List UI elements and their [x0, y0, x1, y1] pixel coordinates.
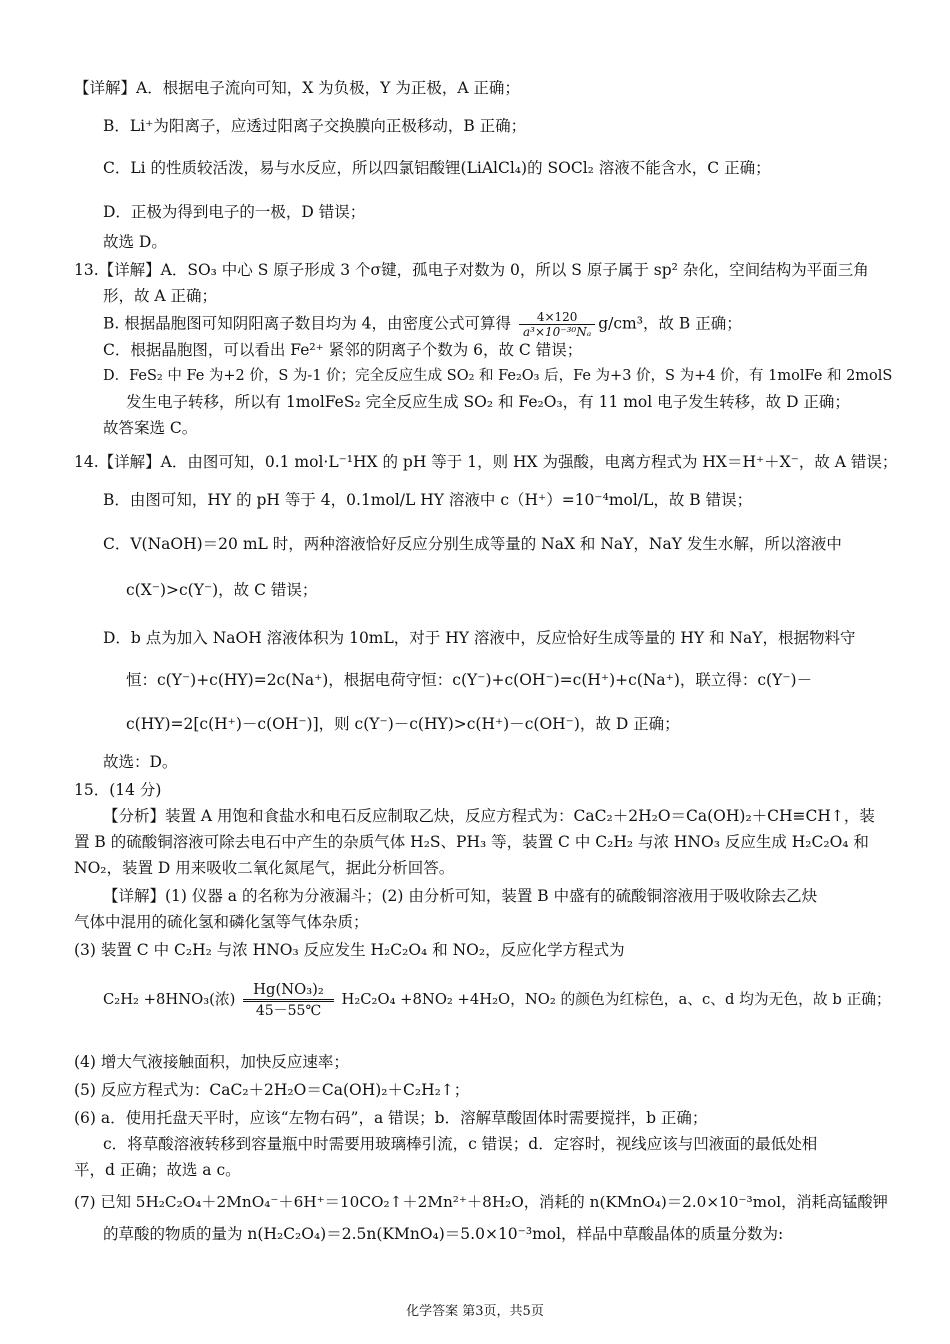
q13-option-b-tail: g/cm³，故 B 正确； — [598, 314, 742, 333]
equation-reactants: C₂H₂ +8HNO₃(浓) — [103, 991, 236, 1008]
q14-option-a: 14.【详解】A．由图可知，0.1 mol·L⁻¹HX 的 pH 等于 1，则 HX 为强酸，电离方程式为 HX＝H⁺＋X⁻，故 A 错误； — [74, 453, 898, 471]
condition-catalyst: Hg(NO₃)₂ — [243, 981, 334, 1002]
q15-part6-line1: (6) a．使用托盘天平时，应该“左物右码”，a 错误；b．溶解草酸固体时需要搅拌，b 正确； — [74, 1109, 708, 1127]
q14-option-b: B．由图可知，HY 的 pH 等于 4，0.1mol/L HY 溶液中 c（H⁺）=10⁻⁴mol/L，故 B 错误； — [103, 491, 753, 509]
q14-conclusion: 故选：D。 — [103, 753, 178, 771]
q12-option-c-formula: (LiAlCl₄) — [460, 159, 528, 177]
q14-option-c-line2: c(X⁻)>c(Y⁻)，故 C 错误； — [126, 581, 318, 599]
density-fraction — [519, 310, 595, 339]
condition-temperature: 45－55℃ — [255, 1002, 322, 1019]
q12-option-c — [103, 158, 771, 178]
q15-part5: (5) 反应方程式为：CaC₂＋2H₂O＝Ca(OH)₂＋C₂H₂↑； — [74, 1081, 470, 1099]
q15-part7-line1: (7) 已知 5H₂C₂O₄＋2MnO₄⁻＋6H⁺＝10CO₂↑＋2Mn²⁺＋8H₂O，消耗的 n(KMnO₄)＝2.0×10⁻³mol，消耗高锰酸钾 — [74, 1193, 888, 1211]
q12-option-c-tail: 的 SOCl₂ 溶液不能含水，C 正确； — [527, 159, 771, 177]
q13-option-b-text: B. 根据晶胞图可知阴阳离子数目均为 4，由密度公式可算得 — [103, 314, 512, 333]
q15-detail-line2: 气体中混用的硫化氢和磷化氢等气体杂质； — [74, 913, 369, 931]
q13-option-a-line2: 形，故 A 正确； — [103, 287, 218, 305]
q15-part7-line2: 的草酸的物质的量为 n(H₂C₂O₄)＝2.5n(KMnO₄)＝5.0×10⁻³mol，样品中草酸晶体的质量分数为: — [103, 1225, 784, 1243]
q13-conclusion: 故答案选 C。 — [103, 419, 198, 437]
reaction-condition — [243, 981, 334, 1020]
q15-detail-line1: 【详解】(1) 仪器 a 的名称为分液漏斗；(2) 由分析可知，装置 B 中盛有的硫酸铜溶液用于吸收除去乙炔 — [103, 887, 818, 905]
q15-part3: (3) 装置 C 中 C₂H₂ 与浓 HNO₃ 反应发生 H₂C₂O₄ 和 NO₂，反应化学方程式为 — [74, 941, 625, 959]
q15-heading: 15．(14 分) — [74, 781, 162, 799]
q13-option-a-line1: 13.【详解】A．SO₃ 中心 S 原子形成 3 个σ键，孤电子对数为 0，所以 S 原子属于 sp² 杂化，空间结构为平面三角 — [74, 261, 869, 279]
page-footer: 化学答案 第3页，共5页 — [406, 1304, 544, 1319]
q12-option-b: B．Li⁺为阳离子，应透过阳离子交换膜向正极移动，B 正确； — [103, 117, 527, 135]
q12-conclusion: 故选 D。 — [103, 233, 167, 251]
q14-option-d-line3: c(HY)=2[c(H⁺)－c(OH⁻)]，则 c(Y⁻)－c(HY)>c(H⁺)－c(OH⁻)，故 D 正确； — [126, 715, 680, 733]
q14-option-c-line1: C．V(NaOH)＝20 mL 时，两种溶液恰好反应分别生成等量的 NaX 和 NaY，NaY 发生水解，所以溶液中 — [103, 535, 842, 553]
density-denominator: a³×10⁻³⁰Nₐ — [522, 325, 592, 339]
q13-option-c: C．根据晶胞图，可以看出 Fe²⁺ 紧邻的阴离子个数为 6，故 C 错误； — [103, 341, 583, 359]
equation-products: H₂C₂O₄ +8NO₂ +4H₂O，NO₂ 的颜色为红棕色，a、c、d 均为无色，故 b 正确； — [341, 991, 891, 1008]
q15-equation — [103, 980, 891, 1020]
q15-analysis-line2: 置 B 的硫酸铜溶液可除去电石中产生的杂质气体 H₂S、PH₃ 等，装置 C 中 C₂H₂ 与浓 HNO₃ 反应生成 H₂C₂O₄ 和 — [74, 833, 869, 851]
q13-option-d-line2: 发生电子转移，所以有 1molFeS₂ 完全反应生成 SO₂ 和 Fe₂O₃，有 11 mol 电子发生转移，故 D 正确； — [126, 393, 850, 411]
q15-part4: (4) 增大气液接触面积，加快反应速率； — [74, 1053, 349, 1071]
q12-option-c-text: C．Li 的性质较活泼，易与水反应，所以四氯铝酸锂 — [103, 159, 461, 177]
q12-option-a: 【详解】A．根据电子流向可知，X 为负极，Y 为正极，A 正确； — [74, 79, 520, 97]
q15-analysis-line1: 【分析】装置 A 用饱和食盐水和电石反应制取乙炔，反应方程式为：CaC₂＋2H₂O＝Ca(OH)₂＋CH≡CH↑，装 — [103, 807, 875, 825]
density-numerator: 4×120 — [519, 310, 595, 325]
q15-part6-line2: c．将草酸溶液转移到容量瓶中时需要用玻璃棒引流，c 错误；d．定容时，视线应该与凹液面的最低处相 — [103, 1135, 818, 1153]
q13-option-b — [103, 310, 742, 339]
q14-option-d-line1: D．b 点为加入 NaOH 溶液体积为 10mL，对于 HY 溶液中，反应恰好生成等量的 HY 和 NaY，根据物料守 — [103, 629, 856, 647]
q15-analysis-line3: NO₂，装置 D 用来吸收二氧化氮尾气，据此分析回答。 — [74, 859, 455, 877]
q13-option-d-line1: D．FeS₂ 中 Fe 为+2 价，S 为-1 价；完全反应生成 SO₂ 和 Fe₂O₃ 后，Fe 为+3 价，S 为+4 价，有 1molFe 和 2molS — [103, 368, 893, 384]
q12-option-d: D．正极为得到电子的一极，D 错误； — [103, 203, 366, 221]
q15-part6-line3: 平，d 正确；故选 a c。 — [74, 1161, 241, 1179]
q14-option-d-line2: 恒：c(Y⁻)+c(HY)=2c(Na⁺)，根据电荷守恒：c(Y⁻)+c(OH⁻)=c(H⁺)+c(Na⁺)，联立得：c(Y⁻)－ — [126, 671, 813, 689]
